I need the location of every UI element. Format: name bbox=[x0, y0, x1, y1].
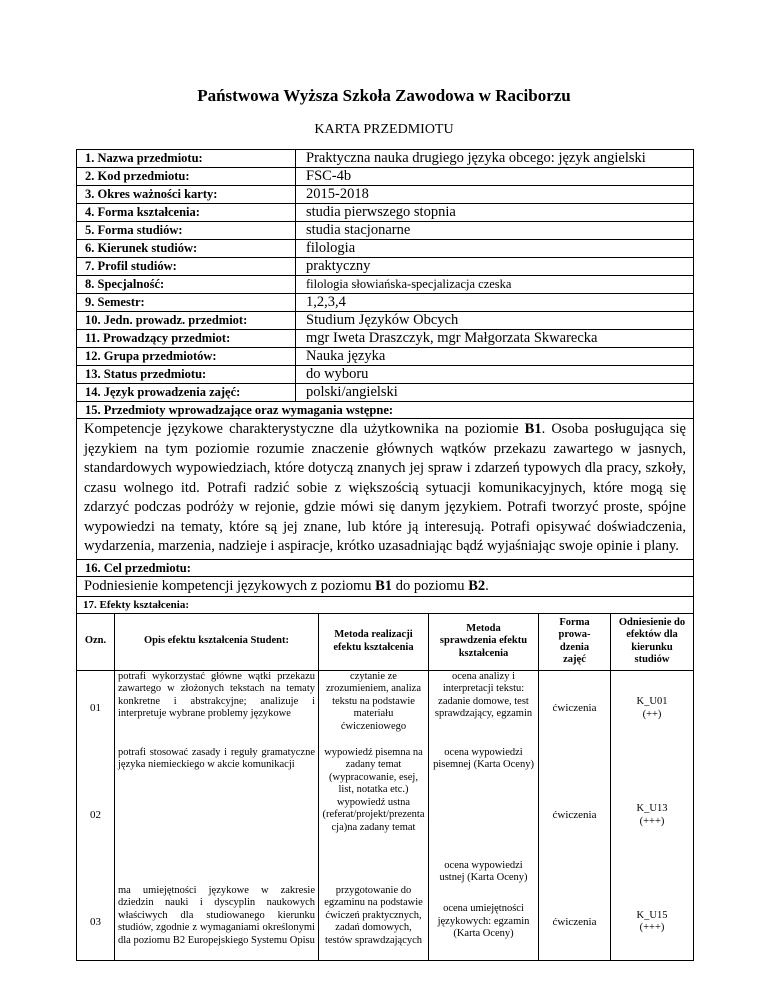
effects-header-row bbox=[77, 613, 693, 671]
header-opis: Opis efektu kształcenia Student: bbox=[115, 614, 319, 670]
effect-id: 01 bbox=[77, 671, 115, 747]
effect-reference-code: K_U13 bbox=[636, 803, 668, 814]
course-card-table bbox=[76, 149, 694, 961]
effect-method-realization: przygotowanie do egzaminu na podstawie ćwiczeń praktycznych, zadań domowych, testów sprawdzających bbox=[319, 885, 429, 960]
field-value: FSC-4b bbox=[295, 168, 693, 185]
field-row bbox=[77, 186, 693, 204]
effect-verification-written: ocena wypowiedzi pisemnej (Karta Oceny) bbox=[433, 746, 534, 770]
effect-class-form: ćwiczenia bbox=[539, 885, 611, 960]
effect-method-verification: ocena umiejętności językowych: egzamin (Karta Oceny) bbox=[429, 885, 539, 960]
effect-method-verification: ocena analizy i interpretacji tekstu: zadanie domowe, test sprawdzający, egzamin bbox=[429, 671, 539, 747]
field-row bbox=[77, 384, 693, 402]
section-17-title: 17. Efekty kształcenia: bbox=[83, 598, 190, 611]
section-15-level: B1 bbox=[524, 421, 542, 437]
field-row bbox=[77, 258, 693, 276]
section-16-level-to: B2 bbox=[468, 577, 486, 594]
field-label: 9. Semestr: bbox=[85, 295, 145, 309]
section-15-text bbox=[77, 419, 693, 560]
header-forma: Forma prowa-dzenia zajęć bbox=[539, 614, 611, 670]
effect-method-verification bbox=[429, 747, 539, 885]
field-row bbox=[77, 348, 693, 366]
field-value: studia stacjonarne bbox=[295, 222, 693, 239]
field-row bbox=[77, 222, 693, 240]
header-metoda-realizacji: Metoda realizacji efektu kształcenia bbox=[319, 614, 429, 670]
effect-reference-level: (+++) bbox=[639, 922, 665, 933]
field-label: 4. Forma kształcenia: bbox=[85, 205, 200, 219]
field-label: 10. Jedn. prowadz. przedmiot: bbox=[85, 313, 248, 327]
field-label: 5. Forma studiów: bbox=[85, 223, 183, 237]
field-label: 11. Prowadzący przedmiot: bbox=[85, 331, 231, 345]
field-label: 13. Status przedmiotu: bbox=[85, 367, 207, 381]
field-label: 14. Język prowadzenia zajęć: bbox=[85, 385, 241, 399]
effect-verification-oral: ocena wypowiedzi ustnej (Karta Oceny) bbox=[439, 859, 528, 883]
section-16-text-mid: do poziomu bbox=[392, 577, 469, 594]
effect-reference bbox=[611, 885, 693, 960]
section-15-text-start: Kompetencje językowe charakterystyczne dla użytkownika na poziomie bbox=[84, 421, 525, 437]
field-value: praktyczny bbox=[295, 258, 693, 275]
effect-class-form: ćwiczenia bbox=[539, 747, 611, 885]
field-row bbox=[77, 366, 693, 384]
effect-description: ma umiejętności językowe w zakresie dziedzin nauki i dyscyplin naukowych właściwych dla studiowanego kierunku studiów, zgodnie z wymaganiami określonymi dla poziomu B2 Europejskiego Systemu Opisu bbox=[115, 885, 319, 960]
field-row bbox=[77, 276, 693, 294]
header-odniesienie: Odniesienie do efektów dla kierunku studiów bbox=[618, 616, 686, 665]
field-value: Praktyczna nauka drugiego języka obcego: język angielski bbox=[295, 150, 693, 167]
field-value: 2015-2018 bbox=[295, 186, 693, 203]
field-label: 3. Okres ważności karty: bbox=[85, 187, 218, 201]
university-name: Państwowa Wyższa Szkoła Zawodowa w Raciborzu bbox=[197, 86, 571, 105]
effect-method-realization: czytanie ze zrozumieniem, analiza tekstu na podstawie materiału ćwiczeniowego bbox=[319, 671, 429, 747]
effect-description: potrafi stosować zasady i reguły gramatyczne języka niemieckiego w akcie komunikacji bbox=[115, 747, 319, 885]
field-label: 2. Kod przedmiotu: bbox=[85, 169, 190, 183]
field-value: Studium Języków Obcych bbox=[295, 312, 693, 329]
effect-class-form: ćwiczenia bbox=[539, 671, 611, 747]
effect-row bbox=[77, 747, 693, 885]
effect-row bbox=[77, 885, 693, 960]
field-row bbox=[77, 168, 693, 186]
effect-reference-level: (++) bbox=[642, 708, 662, 720]
field-label: 6. Kierunek studiów: bbox=[85, 241, 198, 255]
effect-method-realization: wypowiedź pisemna na zadany temat (wypracowanie, esej, list, notatka etc.) wypowiedź ustna (referat/projekt/prezentacja)na zadany temat bbox=[319, 747, 429, 885]
document-title: KARTA PRZEDMIOTU bbox=[314, 122, 454, 137]
effect-description: potrafi wykorzystać główne wątki przekazu zawartego w złożonych tekstach na tematy konkretne i abstrakcyjne; analizuje i interpretuje wybrane problemy językowe bbox=[115, 671, 319, 747]
section-16-text bbox=[77, 577, 693, 597]
field-value: studia pierwszego stopnia bbox=[295, 204, 693, 221]
field-row bbox=[77, 312, 693, 330]
field-label: 1. Nazwa przedmiotu: bbox=[85, 151, 203, 165]
section-16-text-start: Podniesienie kompetencji językowych z poziomu bbox=[84, 577, 376, 594]
effect-reference bbox=[611, 671, 693, 747]
field-label: 12. Grupa przedmiotów: bbox=[85, 349, 217, 363]
field-value: polski/angielski bbox=[295, 384, 693, 401]
field-row bbox=[77, 294, 693, 312]
effect-id: 02 bbox=[77, 747, 115, 885]
section-16-text-end: . bbox=[485, 577, 489, 594]
section-16-title: 16. Cel przedmiotu: bbox=[77, 560, 693, 577]
section-15-text-rest: . Osoba posługująca się językiem na tym poziomie rozumie znaczenie głównych wątków przekazu zawartego w jasnych, standardowych wypowiedziach, które dotyczą znanych jej spraw i zdarzeń typowych dla pracy, szkoły, czasu wolnego itd. Potrafi radzić sobie z większością sytuacji komunikacyjnych, które mogą się zdarzyć podczas podróży w rejonie, gdzie mówi się danym językiem. Potrafi tworzyć proste, spójne wypowiedzi na tematy, które są jej znane, lub które ją interesują. Potrafi opisywać doświadczenia, wydarzenia, marzenia, nadzieje i aspiracje, krótko uzasadniając bądź wyjaśniając swoje opinie i plany. bbox=[84, 421, 686, 554]
field-value: 1,2,3,4 bbox=[295, 294, 693, 311]
field-row bbox=[77, 150, 693, 168]
field-row bbox=[77, 204, 693, 222]
field-value: mgr Iweta Draszczyk, mgr Małgorzata Skwarecka bbox=[295, 330, 693, 347]
effect-reference-level: (+++) bbox=[639, 815, 665, 827]
effect-reference-code: K_U15 bbox=[636, 909, 668, 921]
field-label: 7. Profil studiów: bbox=[85, 259, 177, 273]
field-value: Nauka języka bbox=[295, 348, 693, 365]
header-metoda-sprawdzenia: Metoda sprawdzenia efektu kształcenia bbox=[429, 614, 539, 670]
effect-reference-code: K_U01 bbox=[636, 696, 668, 707]
field-value: do wyboru bbox=[295, 366, 693, 383]
section-16-level-from: B1 bbox=[375, 577, 393, 594]
effect-row bbox=[77, 671, 693, 747]
field-value: filologia słowiańska-specjalizacja czeska bbox=[295, 276, 693, 293]
field-value: filologia bbox=[295, 240, 693, 257]
field-row bbox=[77, 240, 693, 258]
effect-id: 03 bbox=[77, 885, 115, 960]
field-row bbox=[77, 330, 693, 348]
header-ozn: Ozn. bbox=[77, 614, 115, 670]
section-15-title: 15. Przedmioty wprowadzające oraz wymagania wstępne: bbox=[77, 402, 693, 419]
effect-reference bbox=[611, 747, 693, 885]
field-label: 8. Specjalność: bbox=[85, 277, 165, 291]
